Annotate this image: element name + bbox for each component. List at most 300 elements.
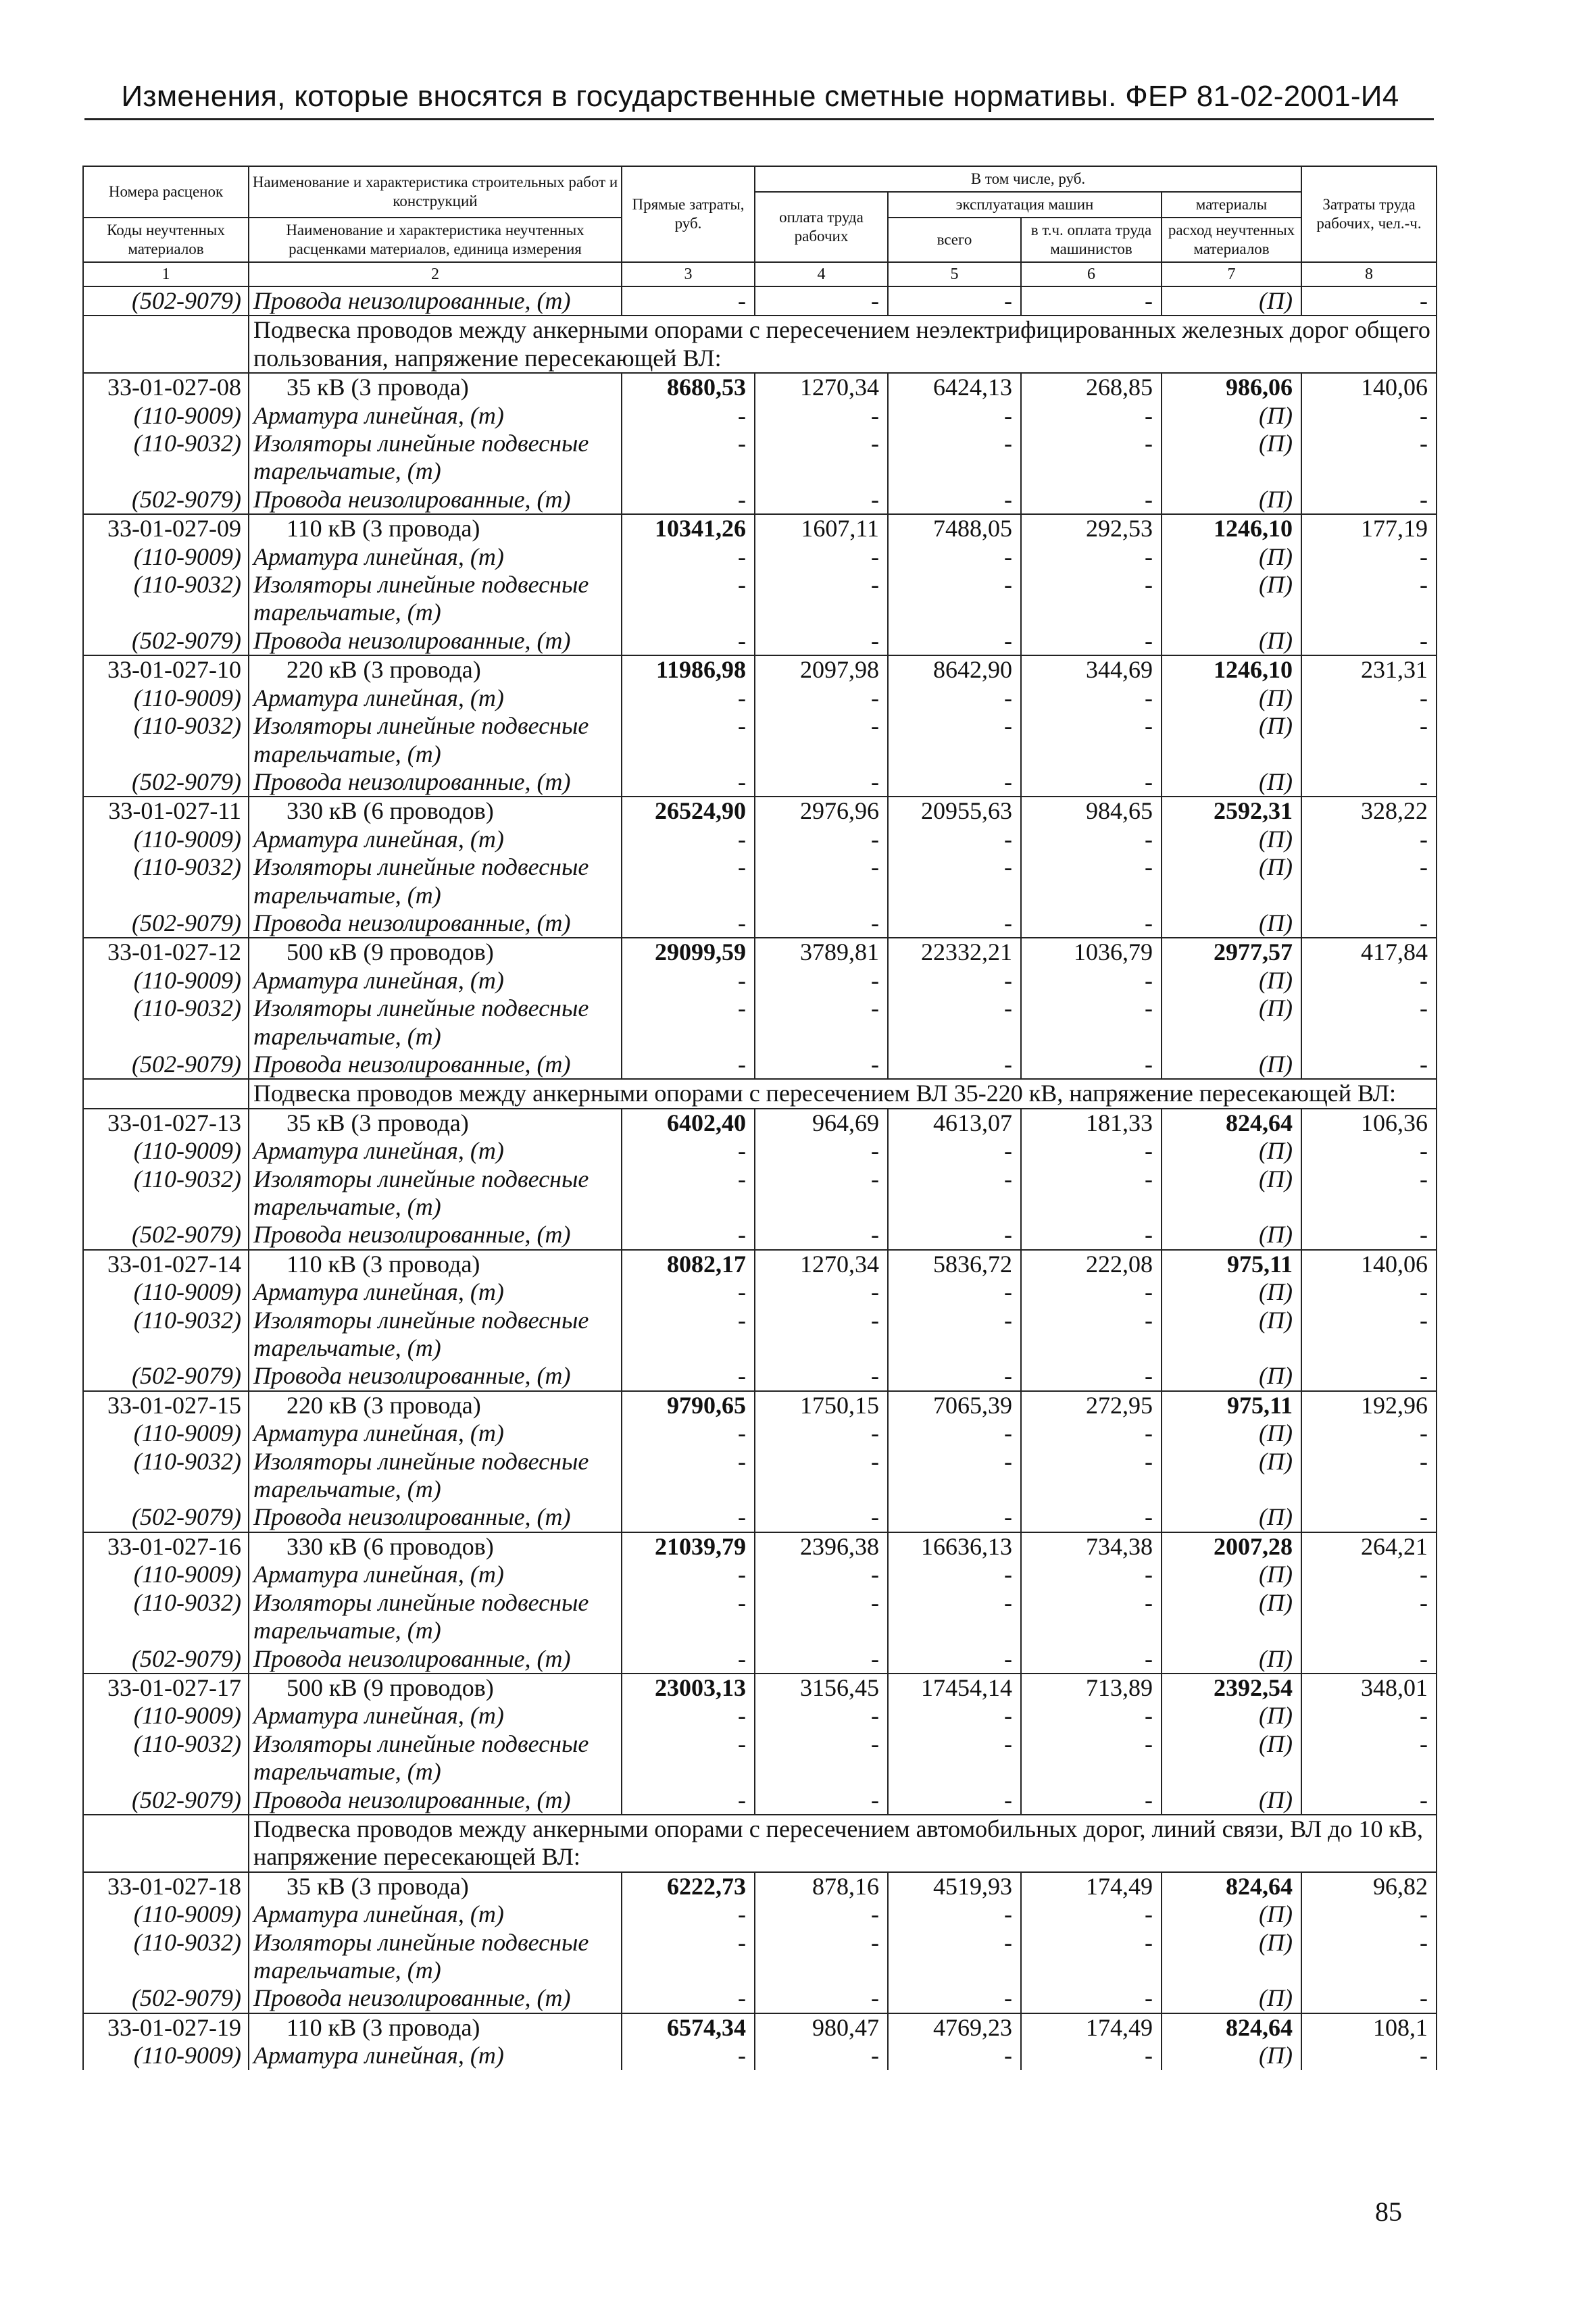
direct-costs: - <box>622 1419 755 1447</box>
machinists-pay: - <box>1021 1448 1162 1476</box>
labor-hours: - <box>1301 1051 1437 1079</box>
header-col5: всего <box>888 218 1021 262</box>
empty-cell <box>1021 882 1162 909</box>
materials-consumption: 975,11 <box>1162 1391 1301 1419</box>
empty-cell <box>1162 1957 1301 1984</box>
continuation-row <box>83 882 1437 909</box>
column-number: 5 <box>888 262 1021 286</box>
rate-row <box>83 514 1437 543</box>
machinists-pay: - <box>1021 1786 1162 1815</box>
material-name: Арматура линейная, (т) <box>249 1419 622 1447</box>
empty-cell <box>1162 882 1301 909</box>
column-number: 7 <box>1162 262 1301 286</box>
labor-pay: - <box>755 909 888 938</box>
header-rule <box>84 118 1434 120</box>
material-row <box>83 286 1437 316</box>
materials-consumption: (П) <box>1162 1645 1301 1674</box>
material-name: Изоляторы линейные подвесные <box>249 571 622 599</box>
labor-pay: - <box>755 1278 888 1306</box>
continuation-row <box>83 1957 1437 1984</box>
labor-hours: - <box>1301 1137 1437 1165</box>
rate-code: 33-01-027-15 <box>83 1391 249 1419</box>
material-row <box>83 1278 1437 1306</box>
direct-costs: - <box>622 1645 755 1674</box>
materials-consumption: 986,06 <box>1162 373 1301 401</box>
labor-hours: - <box>1301 1984 1437 2013</box>
labor-hours: - <box>1301 967 1437 995</box>
material-code: (502-9079) <box>83 1645 249 1674</box>
labor-pay: - <box>755 430 888 457</box>
section-title: Подвеска проводов между анкерными опорами с пересечением неэлектрифицированных железных дорог общего пользования, напряжение пересекающей ВЛ: <box>249 316 1437 373</box>
labor-pay: 1750,15 <box>755 1391 888 1419</box>
material-row <box>83 712 1437 740</box>
rate-row <box>83 1109 1437 1137</box>
labor-hours: - <box>1301 1503 1437 1532</box>
header-col1-top: Номера расценок <box>83 166 249 218</box>
materials-consumption: (П) <box>1162 1901 1301 1928</box>
direct-costs: - <box>622 1561 755 1588</box>
material-row <box>83 1307 1437 1334</box>
material-name: Изоляторы линейные подвесные <box>249 1730 622 1758</box>
empty-cell <box>622 1193 755 1221</box>
labor-hours: - <box>1301 1901 1437 1928</box>
machinists-pay: - <box>1021 1221 1162 1249</box>
empty-cell <box>755 1476 888 1503</box>
labor-hours: - <box>1301 1730 1437 1758</box>
empty-cell <box>1021 457 1162 485</box>
machines-total: - <box>888 712 1021 740</box>
machines-total: 5836,72 <box>888 1250 1021 1278</box>
labor-hours: 140,06 <box>1301 373 1437 401</box>
material-name: Изоляторы линейные подвесные <box>249 1448 622 1476</box>
material-row <box>83 1165 1437 1193</box>
material-code: (110-9009) <box>83 543 249 571</box>
labor-pay: - <box>755 1561 888 1588</box>
material-code: (110-9009) <box>83 967 249 995</box>
direct-costs: 8680,53 <box>622 373 755 401</box>
material-name: Провода неизолированные, (т) <box>249 1221 622 1249</box>
machines-total: 7065,39 <box>888 1391 1021 1419</box>
rate-name: 220 кВ (3 провода) <box>249 1391 622 1419</box>
material-row <box>83 1503 1437 1532</box>
material-name: Арматура линейная, (т) <box>249 402 622 430</box>
empty-cell <box>1162 599 1301 626</box>
table-header <box>83 166 1437 286</box>
machinists-pay: - <box>1021 967 1162 995</box>
machinists-pay: - <box>1021 1561 1162 1588</box>
materials-consumption: (П) <box>1162 1929 1301 1957</box>
section-row <box>83 1079 1437 1108</box>
empty-cell <box>622 599 755 626</box>
column-number: 4 <box>755 262 888 286</box>
header-col6: в т.ч. оплата труда машинистов <box>1021 218 1162 262</box>
material-code: (110-9009) <box>83 2042 249 2069</box>
materials-consumption: (П) <box>1162 1503 1301 1532</box>
labor-pay: - <box>755 967 888 995</box>
machinists-pay: - <box>1021 1278 1162 1306</box>
labor-pay: - <box>755 1419 888 1447</box>
machines-total: - <box>888 1702 1021 1730</box>
empty-cell <box>83 740 249 768</box>
material-row <box>83 1702 1437 1730</box>
machinists-pay: - <box>1021 768 1162 797</box>
header-group-incl: В том числе, руб. <box>755 166 1301 192</box>
direct-costs: - <box>622 1448 755 1476</box>
labor-hours: - <box>1301 1448 1437 1476</box>
rate-name: 500 кВ (9 проводов) <box>249 1674 622 1702</box>
labor-pay: - <box>755 1051 888 1079</box>
materials-consumption: (П) <box>1162 627 1301 655</box>
direct-costs: - <box>622 853 755 881</box>
rate-name: 35 кВ (3 провода) <box>249 1872 622 1901</box>
materials-consumption: (П) <box>1162 1221 1301 1249</box>
labor-pay: - <box>755 286 888 316</box>
material-name-continued: тарельчатые, (т) <box>249 882 622 909</box>
empty-cell <box>755 1957 888 1984</box>
materials-consumption: (П) <box>1162 402 1301 430</box>
empty-cell <box>83 1957 249 1984</box>
machines-total: - <box>888 1786 1021 1815</box>
header-group-materials: материалы <box>1162 192 1301 218</box>
empty-cell <box>622 1957 755 1984</box>
labor-pay: 980,47 <box>755 2013 888 2042</box>
material-name-continued: тарельчатые, (т) <box>249 1193 622 1221</box>
machines-total: 7488,05 <box>888 514 1021 543</box>
labor-hours: - <box>1301 2042 1437 2069</box>
material-row <box>83 543 1437 571</box>
rate-row <box>83 1250 1437 1278</box>
labor-hours: - <box>1301 853 1437 881</box>
empty-cell <box>1301 1617 1437 1644</box>
labor-hours: - <box>1301 684 1437 712</box>
materials-consumption: (П) <box>1162 1278 1301 1306</box>
material-row <box>83 1786 1437 1815</box>
labor-pay: 2097,98 <box>755 655 888 684</box>
continuation-row <box>83 1476 1437 1503</box>
materials-consumption: (П) <box>1162 768 1301 797</box>
machines-total: - <box>888 768 1021 797</box>
section-title: Подвеска проводов между анкерными опорами с пересечением автомобильных дорог, линий связи, ВЛ до 10 кВ, напряжение пересекающей ВЛ: <box>249 1815 1437 1872</box>
machines-total: - <box>888 430 1021 457</box>
machines-total: - <box>888 402 1021 430</box>
column-number: 2 <box>249 262 622 286</box>
empty-cell <box>1021 599 1162 626</box>
material-code: (110-9009) <box>83 684 249 712</box>
labor-hours: 417,84 <box>1301 938 1437 966</box>
empty-cell <box>622 1023 755 1051</box>
material-name-continued: тарельчатые, (т) <box>249 599 622 626</box>
material-code: (110-9009) <box>83 1419 249 1447</box>
machines-total: - <box>888 627 1021 655</box>
materials-consumption: 1246,10 <box>1162 655 1301 684</box>
direct-costs: - <box>622 1165 755 1193</box>
labor-hours: 108,1 <box>1301 2013 1437 2042</box>
labor-pay: - <box>755 1901 888 1928</box>
labor-hours: - <box>1301 286 1437 316</box>
rate-row <box>83 2013 1437 2042</box>
material-row <box>83 1362 1437 1390</box>
material-name: Провода неизолированные, (т) <box>249 1984 622 2013</box>
material-name: Изоляторы линейные подвесные <box>249 995 622 1022</box>
material-name: Провода неизолированные, (т) <box>249 1503 622 1532</box>
machines-total: - <box>888 1137 1021 1165</box>
machinists-pay: - <box>1021 1589 1162 1617</box>
labor-hours: - <box>1301 1307 1437 1334</box>
materials-consumption: (П) <box>1162 1362 1301 1390</box>
material-name: Изоляторы линейные подвесные <box>249 1929 622 1957</box>
continuation-row <box>83 599 1437 626</box>
labor-pay: 878,16 <box>755 1872 888 1901</box>
material-row <box>83 1589 1437 1617</box>
labor-hours: - <box>1301 1278 1437 1306</box>
machinists-pay: - <box>1021 909 1162 938</box>
material-name: Изоляторы линейные подвесные <box>249 1589 622 1617</box>
empty-cell <box>888 1334 1021 1362</box>
direct-costs: - <box>622 430 755 457</box>
rate-name: 330 кВ (6 проводов) <box>249 1532 622 1561</box>
rate-code: 33-01-027-10 <box>83 655 249 684</box>
material-name: Арматура линейная, (т) <box>249 1137 622 1165</box>
machines-total: - <box>888 286 1021 316</box>
machinists-pay: - <box>1021 712 1162 740</box>
page-number: 85 <box>1375 2196 1402 2227</box>
section-row <box>83 1815 1437 1872</box>
direct-costs: 23003,13 <box>622 1674 755 1702</box>
material-name: Арматура линейная, (т) <box>249 1278 622 1306</box>
rate-row <box>83 373 1437 401</box>
machines-total: - <box>888 1051 1021 1079</box>
machinists-pay: - <box>1021 430 1162 457</box>
material-name-continued: тарельчатые, (т) <box>249 1957 622 1984</box>
empty-cell <box>755 1193 888 1221</box>
empty-cell <box>888 1476 1021 1503</box>
direct-costs: - <box>622 1051 755 1079</box>
direct-costs: - <box>622 1589 755 1617</box>
estimate-table <box>82 166 1437 2070</box>
direct-costs: - <box>622 543 755 571</box>
material-row <box>83 1645 1437 1674</box>
rate-row <box>83 1391 1437 1419</box>
empty-cell <box>83 1023 249 1051</box>
materials-consumption: (П) <box>1162 995 1301 1022</box>
machinists-pay: - <box>1021 402 1162 430</box>
direct-costs: - <box>622 1503 755 1532</box>
labor-hours: 106,36 <box>1301 1109 1437 1137</box>
material-row <box>83 853 1437 881</box>
header-col1-bottom: Коды неучтенных материалов <box>83 218 249 262</box>
column-number: 3 <box>622 262 755 286</box>
machines-total: 22332,21 <box>888 938 1021 966</box>
labor-hours: - <box>1301 1362 1437 1390</box>
header-col4: оплата труда рабочих <box>755 192 888 262</box>
labor-pay: - <box>755 1307 888 1334</box>
labor-hours: - <box>1301 1165 1437 1193</box>
empty-cell <box>755 740 888 768</box>
machinists-pay: - <box>1021 1730 1162 1758</box>
empty-cell <box>1301 1957 1437 1984</box>
machines-total: 20955,63 <box>888 797 1021 825</box>
machines-total: - <box>888 1419 1021 1447</box>
labor-pay: - <box>755 1929 888 1957</box>
machines-total: - <box>888 995 1021 1022</box>
empty-cell <box>755 882 888 909</box>
material-name-continued: тарельчатые, (т) <box>249 1334 622 1362</box>
empty-cell <box>755 599 888 626</box>
section-title: Подвеска проводов между анкерными опорами с пересечением ВЛ 35-220 кВ, напряжение пересекающей ВЛ: <box>249 1079 1437 1108</box>
labor-pay: - <box>755 1984 888 2013</box>
material-code: (110-9032) <box>83 1730 249 1758</box>
material-row <box>83 826 1437 853</box>
rate-row <box>83 655 1437 684</box>
empty-cell <box>1301 882 1437 909</box>
machinists-pay: - <box>1021 826 1162 853</box>
material-code: (502-9079) <box>83 1984 249 2013</box>
materials-consumption: 2977,57 <box>1162 938 1301 966</box>
material-row <box>83 2042 1437 2069</box>
material-code: (502-9079) <box>83 1786 249 1815</box>
labor-pay: 3156,45 <box>755 1674 888 1702</box>
header-col2-top: Наименование и характеристика строительных работ и конструкций <box>249 166 622 218</box>
empty-cell <box>1301 740 1437 768</box>
materials-consumption: (П) <box>1162 486 1301 514</box>
machinists-pay: - <box>1021 2042 1162 2069</box>
material-name: Провода неизолированные, (т) <box>249 1645 622 1674</box>
direct-costs: - <box>622 1730 755 1758</box>
labor-hours: - <box>1301 995 1437 1022</box>
direct-costs: - <box>622 1702 755 1730</box>
direct-costs: - <box>622 995 755 1022</box>
material-code: (502-9079) <box>83 286 249 316</box>
material-name: Арматура линейная, (т) <box>249 2042 622 2069</box>
labor-pay: - <box>755 684 888 712</box>
rate-name: 500 кВ (9 проводов) <box>249 938 622 966</box>
machines-total: - <box>888 1278 1021 1306</box>
machinists-pay: - <box>1021 1984 1162 2013</box>
empty-cell <box>83 1476 249 1503</box>
material-code: (110-9032) <box>83 1165 249 1193</box>
material-name: Провода неизолированные, (т) <box>249 768 622 797</box>
machinists-pay: - <box>1021 1645 1162 1674</box>
labor-hours: - <box>1301 543 1437 571</box>
direct-costs: - <box>622 712 755 740</box>
section-row <box>83 316 1437 373</box>
labor-pay: - <box>755 1448 888 1476</box>
machines-total: - <box>888 1730 1021 1758</box>
material-code: (110-9009) <box>83 1278 249 1306</box>
machines-total: 17454,14 <box>888 1674 1021 1702</box>
materials-consumption: (П) <box>1162 684 1301 712</box>
materials-consumption: (П) <box>1162 1984 1301 2013</box>
material-row <box>83 1448 1437 1476</box>
continuation-row <box>83 740 1437 768</box>
machinists-pay: - <box>1021 1901 1162 1928</box>
machinists-pay: - <box>1021 486 1162 514</box>
rate-name: 110 кВ (3 провода) <box>249 514 622 543</box>
labor-hours: 348,01 <box>1301 1674 1437 1702</box>
material-code: (110-9009) <box>83 1561 249 1588</box>
direct-costs: 9790,65 <box>622 1391 755 1419</box>
materials-consumption: (П) <box>1162 1419 1301 1447</box>
empty-cell <box>1162 1023 1301 1051</box>
direct-costs: - <box>622 1901 755 1928</box>
machines-total: - <box>888 1307 1021 1334</box>
empty-cell <box>1021 1023 1162 1051</box>
empty-cell <box>888 1957 1021 1984</box>
labor-pay: 2976,96 <box>755 797 888 825</box>
machinists-pay: 181,33 <box>1021 1109 1162 1137</box>
rate-row <box>83 1674 1437 1702</box>
material-name: Арматура линейная, (т) <box>249 1901 622 1928</box>
material-row <box>83 1730 1437 1758</box>
material-code: (110-9032) <box>83 1929 249 1957</box>
direct-costs: - <box>622 1362 755 1390</box>
labor-pay: - <box>755 1503 888 1532</box>
material-name: Изоляторы линейные подвесные <box>249 853 622 881</box>
labor-hours: 177,19 <box>1301 514 1437 543</box>
direct-costs: - <box>622 967 755 995</box>
labor-hours: 140,06 <box>1301 1250 1437 1278</box>
labor-pay: - <box>755 543 888 571</box>
empty-cell <box>888 1023 1021 1051</box>
column-number-row <box>83 262 1437 286</box>
direct-costs: - <box>622 2042 755 2069</box>
material-name: Изоляторы линейные подвесные <box>249 1165 622 1193</box>
machines-total: 8642,90 <box>888 655 1021 684</box>
rate-row <box>83 1872 1437 1901</box>
machinists-pay: 292,53 <box>1021 514 1162 543</box>
machines-total: - <box>888 1984 1021 2013</box>
labor-pay: - <box>755 826 888 853</box>
header-col2-bottom: Наименование и характеристика неучтенных расценками материалов, единица измерения <box>249 218 622 262</box>
labor-pay: - <box>755 995 888 1022</box>
labor-hours: - <box>1301 768 1437 797</box>
empty-cell <box>83 457 249 485</box>
labor-pay: - <box>755 1221 888 1249</box>
machinists-pay: - <box>1021 995 1162 1022</box>
labor-pay: - <box>755 571 888 599</box>
material-row <box>83 967 1437 995</box>
labor-pay: 1270,34 <box>755 373 888 401</box>
labor-hours: - <box>1301 1589 1437 1617</box>
empty-cell <box>888 599 1021 626</box>
material-name: Провода неизолированные, (т) <box>249 909 622 938</box>
machines-total: - <box>888 571 1021 599</box>
column-number: 8 <box>1301 262 1437 286</box>
machinists-pay: - <box>1021 1362 1162 1390</box>
materials-consumption: (П) <box>1162 967 1301 995</box>
materials-consumption: (П) <box>1162 430 1301 457</box>
materials-consumption: (П) <box>1162 1561 1301 1588</box>
labor-hours: 231,31 <box>1301 655 1437 684</box>
machinists-pay: - <box>1021 1137 1162 1165</box>
empty-cell <box>622 882 755 909</box>
empty-cell <box>1162 1617 1301 1644</box>
machinists-pay: - <box>1021 1503 1162 1532</box>
empty-cell <box>622 1617 755 1644</box>
empty-cell <box>888 1617 1021 1644</box>
labor-pay: - <box>755 712 888 740</box>
labor-pay: 1607,11 <box>755 514 888 543</box>
empty-cell <box>888 1193 1021 1221</box>
labor-pay: 964,69 <box>755 1109 888 1137</box>
rate-code: 33-01-027-09 <box>83 514 249 543</box>
labor-hours: 192,96 <box>1301 1391 1437 1419</box>
material-row <box>83 571 1437 599</box>
empty-cell <box>83 882 249 909</box>
rate-name: 35 кВ (3 провода) <box>249 373 622 401</box>
materials-consumption: (П) <box>1162 1786 1301 1815</box>
direct-costs: 11986,98 <box>622 655 755 684</box>
